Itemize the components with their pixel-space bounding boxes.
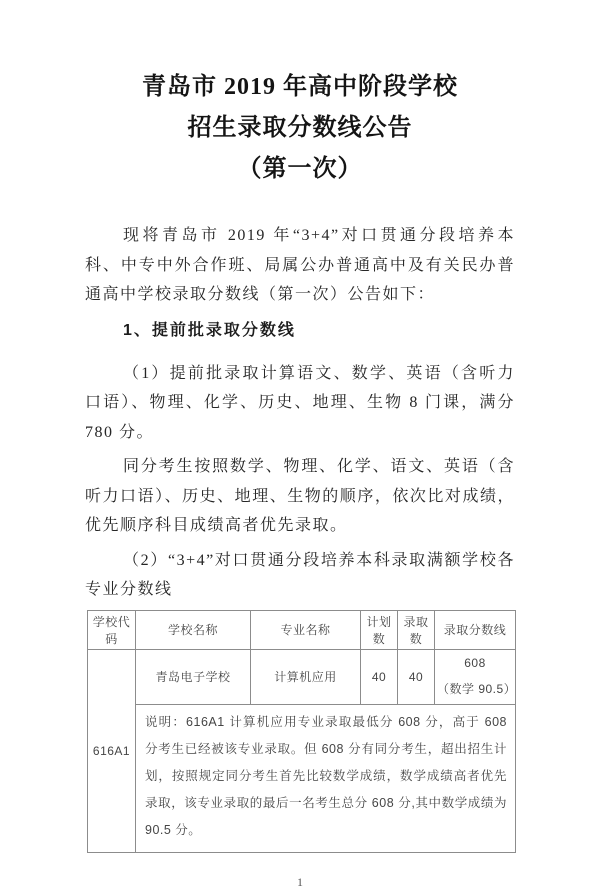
table-header-row (88, 610, 516, 649)
header-score-line: 录取分数线 (435, 610, 516, 649)
header-major-name: 专业名称 (251, 610, 361, 649)
paragraph-table-intro: （2）“3+4”对口贯通分段培养本科录取满额学校各专业分数线 (85, 551, 515, 598)
document-title (85, 67, 515, 190)
header-plan-count: 计划数 (361, 610, 398, 649)
page-number: 1 (297, 874, 303, 889)
header-school-code: 学校代码 (88, 610, 136, 649)
cell-plan-count: 40 (361, 649, 398, 704)
header-school-name: 学校名称 (136, 610, 251, 649)
score-line-total: 608 (464, 656, 486, 670)
paragraph-tiebreak: 同分考生按照数学、物理、化学、语文、英语（含听力口语）、历史、地理、生物的顺序，依次比对成绩，优先顺序科目成绩高者优先录取。 (85, 458, 515, 534)
section-1-heading: 1、提前批录取分数线 (123, 321, 296, 339)
intro-paragraph: 现将青岛市 2019 年“3+4”对口贯通分段培养本科、中专中外合作班、局属公办普通高中及有关民办普通高中学校录取分数线（第一次）公告如下： (85, 227, 515, 303)
cell-admit-count: 40 (398, 649, 435, 704)
score-line-detail: （数学 90.5） (437, 682, 517, 696)
table-note-cell: 说明：616A1 计算机应用专业录取最低分 608 分，高于 608 分考生已经被该专业录取。但 608 分有同分考生，超出招生计划，按照规定同分考生首先比较数学成绩，数学成绩高者优先录取，该专业录取的最后一名考生总分 608 分,其中数学成绩为 90.5 分。 (136, 704, 516, 852)
title-line-3: （第一次） (237, 156, 363, 182)
header-admit-count: 录取数 (398, 610, 435, 649)
admission-score-table (87, 610, 516, 853)
table-data-row (88, 649, 516, 704)
title-line-2: 招生录取分数线公告 (187, 115, 413, 141)
cell-school-code: 616A1 (88, 649, 136, 852)
cell-major-name: 计算机应用 (251, 649, 361, 704)
title-line-1: 青岛市 2019 年高中阶段学校 (142, 74, 458, 100)
paragraph-subjects: （1）提前批录取计算语文、数学、英语（含听力口语）、物理、化学、历史、地理、生物 8 门课，满分 780 分。 (85, 364, 515, 441)
table-note-row (88, 704, 516, 852)
cell-score-line (435, 649, 516, 704)
cell-school-name: 青岛电子学校 (136, 649, 251, 704)
